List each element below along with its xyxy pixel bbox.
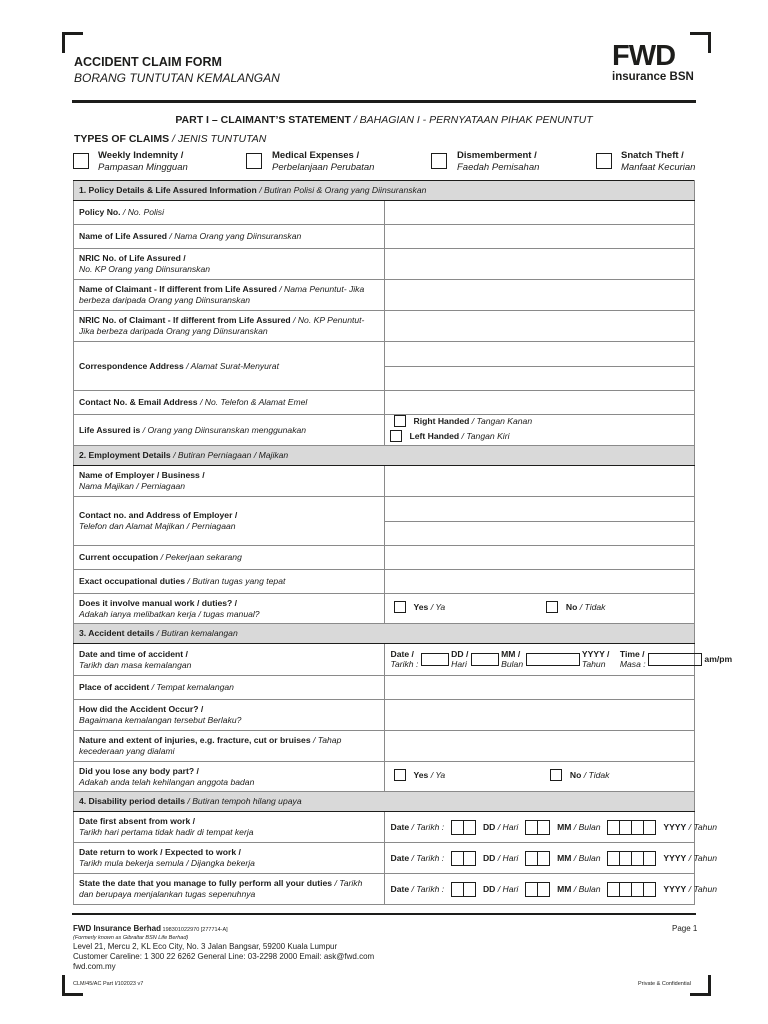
medical-expenses-checkbox[interactable] [246, 153, 262, 169]
fully-perform-yyyy-cell[interactable] [643, 882, 656, 897]
nric-claimant-input[interactable] [384, 311, 695, 342]
claim-form-table [73, 180, 733, 905]
company-reg: 198301022970 [277714-A] [161, 927, 228, 933]
return-work-dd-cell[interactable] [463, 851, 476, 866]
right-handed-checkbox[interactable] [394, 415, 406, 427]
manual-no-checkbox[interactable] [546, 601, 558, 613]
body-part-no-checkbox[interactable] [550, 769, 562, 781]
row-accident-datetime: Date and time of accident / Tarikh dan masa kemalangan Date / Tarikh : DD / Hari MM / Bulan YYYY / Tahun Time / Masa : am/pm [74, 644, 695, 676]
row-fully-perform: State the date that you manage to fully perform all your duties / Tarikh dan berupaya menjalankan tugas sepenuhnya Date / Tarikh : DD / Hari MM / Bulan YYYY / Tahun [74, 874, 695, 905]
manual-no-option[interactable]: No / Tidak [546, 601, 606, 613]
row-first-absent: Date first absent from work / Tarikh hari pertama tidak hadir di tempat kerja Date / Tarikh : DD / Hari MM / Bulan YYYY / Tahun [74, 812, 695, 843]
occupation-input[interactable] [384, 546, 695, 570]
weekly-indemnity-label: Weekly Indemnity / Pampasan Mingguan [98, 150, 188, 173]
policy-no-input[interactable] [384, 201, 695, 225]
first-absent-date-fields: Date / Tarikh : DD / Hari MM / Bulan YYYY / Tahun [384, 812, 695, 843]
corner-mark-top-left [62, 32, 83, 53]
row-body-part: Did you lose any body part? / Adakah anda telah kehilangan anggota badan Yes / Ya No / Tidak [74, 762, 695, 792]
company-website[interactable]: fwd.com.my [73, 962, 116, 971]
injuries-input[interactable] [384, 731, 695, 762]
row-injuries: Nature and extent of injuries, e.g. fracture, cut or bruises / Tahap kecederaan yang dialami [74, 731, 695, 762]
name-life-assured-input[interactable] [384, 225, 695, 249]
row-policy-no: Policy No. / No. Polisi [74, 201, 695, 225]
dismemberment-label: Dismemberment / Faedah Pemisahan [457, 150, 540, 173]
row-contact: Contact No. & Email Address / No. Telefon & Alamat Emel [74, 391, 695, 415]
left-handed-checkbox[interactable] [390, 430, 402, 442]
company-logo [612, 42, 696, 83]
accident-dd-input[interactable] [421, 653, 449, 666]
ampm-label: am/pm [704, 653, 733, 664]
manual-yes-checkbox[interactable] [394, 601, 406, 613]
fully-perform-dd-cell[interactable] [463, 882, 476, 897]
logo-sub: insurance BSN [612, 71, 694, 83]
page-number: Page 1 [672, 924, 698, 933]
snatch-theft-checkbox[interactable] [596, 153, 612, 169]
contact-input[interactable] [384, 391, 695, 415]
part-heading: PART I – CLAIMANT’S STATEMENT / BAHAGIAN I - PERNYATAAN PIHAK PENUNTUT [175, 114, 593, 126]
corner-mark-bottom-right [690, 975, 711, 996]
row-correspondence-address: Correspondence Address / Alamat Surat-Menyurat [74, 342, 695, 391]
row-name-claimant: Name of Claimant - If different from Life Assured / Nama Penuntut- Jika berbeza daripada Orang yang Diinsuranskan [74, 280, 695, 311]
nric-life-assured-input[interactable] [384, 249, 695, 280]
company-footer [73, 924, 374, 972]
form-code: CLM/45/AC Part I/102023 v7 [73, 981, 144, 987]
dismemberment-checkbox[interactable] [431, 153, 447, 169]
correspondence-address-input[interactable] [384, 342, 695, 391]
section-header-accident: 3. Accident details / Butiran kemalangan [74, 624, 695, 644]
place-input[interactable] [384, 676, 695, 700]
row-name-life-assured: Name of Life Assured / Nama Orang yang Diinsuranskan [74, 225, 695, 249]
row-nric-life-assured: NRIC No. of Life Assured / No. KP Orang yang Diinsuranskan [74, 249, 695, 280]
company-name: FWD Insurance Berhad [73, 924, 162, 933]
row-occupation: Current occupation / Pekerjaan sekarang [74, 546, 695, 570]
fully-perform-date-fields: Date / Tarikh : DD / Hari MM / Bulan YYYY / Tahun [384, 874, 695, 905]
footer-divider [72, 913, 696, 915]
section-header-employment: 2. Employment Details / Butiran Perniagaan / Majikan [74, 446, 695, 466]
accident-datetime-fields: Date / Tarikh : DD / Hari MM / Bulan YYYY / Tahun Time / Masa : am/pm [384, 644, 695, 676]
manual-yes-option[interactable]: Yes / Ya [394, 601, 544, 613]
duties-input[interactable] [384, 570, 695, 594]
accident-time-input[interactable] [648, 653, 702, 666]
section-header-disability: 4. Disability period details / Butiran tempoh hilang upaya [74, 792, 695, 812]
form-subtitle: BORANG TUNTUTAN KEMALANGAN [74, 71, 280, 85]
row-how-occurred: How did the Accident Occur? / Bagaimana kemalangan tersebut Berlaku? [74, 700, 695, 731]
how-occurred-input[interactable] [384, 700, 695, 731]
formerly-known: (Formerly known as Gibraltar BSN Life Berhad) [73, 935, 189, 941]
body-part-no-option[interactable]: No / Tidak [550, 769, 610, 781]
first-absent-dd-cell[interactable] [463, 820, 476, 835]
row-place: Place of accident / Tempat kemalangan [74, 676, 695, 700]
snatch-theft-label: Snatch Theft / Manfaat Kecurian [621, 150, 696, 173]
return-work-yyyy-cell[interactable] [643, 851, 656, 866]
row-manual-work: Does it involve manual work / duties? / Adakah ianya melibatkan kerja / tugas manual? Yes / Ya No / Tidak [74, 594, 695, 624]
row-return-work: Date return to work / Expected to work / Tarikh mula bekerja semula / Dijangka bekerja Date / Tarikh : DD / Hari MM / Bulan YYYY / Tahun [74, 843, 695, 874]
row-employer-address: Contact no. and Address of Employer / Telefon dan Alamat Majikan / Perniagaan [74, 497, 695, 546]
row-duties: Exact occupational duties / Butiran tugas yang tepat [74, 570, 695, 594]
employer-address-input[interactable] [384, 497, 695, 546]
confidential-label: Private & Confidential [638, 981, 691, 987]
medical-expenses-label: Medical Expenses / Perbelanjaan Perubatan [272, 150, 375, 173]
body-part-yes-checkbox[interactable] [394, 769, 406, 781]
company-address: Level 21, Mercu 2, KL Eco City, No. 3 Jalan Bangsar, 59200 Kuala Lumpur [73, 942, 338, 951]
header-divider [72, 100, 696, 103]
return-work-mm-cell[interactable] [537, 851, 550, 866]
fully-perform-mm-cell[interactable] [537, 882, 550, 897]
row-employer: Name of Employer / Business / Nama Majikan / Perniagaan [74, 466, 695, 497]
section-header-policy: 1. Policy Details & Life Assured Information / Butiran Polisi & Orang yang Diinsuranskan [74, 181, 695, 201]
company-contacts: Customer Careline: 1 300 22 6262 General Line: 03-2298 2000 Email: ask@fwd.com [73, 952, 375, 961]
first-absent-yyyy-cell[interactable] [643, 820, 656, 835]
row-handedness: Life Assured is / Orang yang Diinsuranskan menggunakan Right Handed / Tangan Kanan Left Handed / Tangan Kiri [74, 415, 695, 446]
weekly-indemnity-checkbox[interactable] [73, 153, 89, 169]
accident-yyyy-input[interactable] [526, 653, 580, 666]
form-title: ACCIDENT CLAIM FORM [74, 55, 222, 69]
body-part-yes-option[interactable]: Yes / Ya [394, 769, 548, 781]
employer-input[interactable] [384, 466, 695, 497]
logo-word: FWD [612, 40, 676, 72]
right-handed-option[interactable]: Right Handed / Tangan Kanan [394, 415, 610, 427]
left-handed-option[interactable]: Left Handed / Tangan Kiri [390, 430, 510, 442]
return-work-date-fields: Date / Tarikh : DD / Hari MM / Bulan YYYY / Tahun [384, 843, 695, 874]
name-claimant-input[interactable] [384, 280, 695, 311]
row-nric-claimant: NRIC No. of Claimant - If different from Life Assured / No. KP Penuntut- Jika berbeza daripada Orang yang Diinsuranskan [74, 311, 695, 342]
accident-mm-input[interactable] [471, 653, 499, 666]
claim-types-heading: TYPES OF CLAIMS / JENIS TUNTUTAN [74, 133, 267, 145]
first-absent-mm-cell[interactable] [537, 820, 550, 835]
